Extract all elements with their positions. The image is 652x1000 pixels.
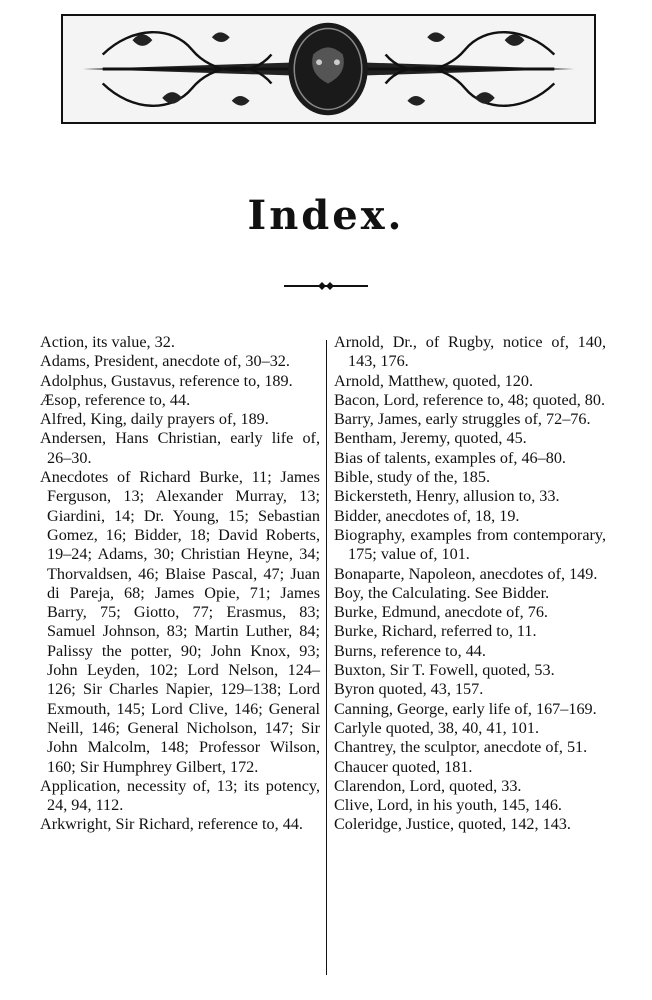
- index-entry: Bidder, anecdotes of, 18, 19.: [334, 506, 520, 525]
- index-entry: Andersen, Hans Christian, early life of, 26–30.: [40, 429, 320, 467]
- index-entry: Bickersteth, Henry, allusion to, 33.: [334, 487, 560, 506]
- index-entry: Clive, Lord, in his youth, 145, 146.: [334, 796, 562, 815]
- index-entry: Bentham, Jeremy, quoted, 45.: [334, 429, 527, 448]
- index-entry: Byron quoted, 43, 157.: [334, 680, 484, 699]
- index-entry: Alfred, King, daily prayers of, 189.: [40, 410, 269, 429]
- index-entry: Boy, the Calculating. See Bidder.: [334, 583, 550, 602]
- index-entry: Application, necessity of, 13; its potency, 24, 94, 112.: [40, 776, 320, 815]
- index-entry: Chaucer quoted, 181.: [334, 757, 473, 776]
- index-entry: Buxton, Sir T. Fowell, quoted, 53.: [334, 661, 555, 680]
- index-entry: Burke, Richard, referred to, 11.: [334, 622, 537, 641]
- ornament-icon: [63, 16, 594, 122]
- index-entry: Burns, reference to, 44.: [334, 641, 486, 660]
- index-entry: Carlyle quoted, 38, 40, 41, 101.: [334, 718, 540, 737]
- index-entry: Bacon, Lord, reference to, 48; quoted, 80.: [334, 390, 606, 409]
- page-title: Index.: [247, 192, 405, 239]
- index-entry: Anecdotes of Richard Burke, 11; James Ferguson, 13; Alexander Murray, 13; Giardini, 14; Dr. Young, 15; Sebastian Gomez, 16; Bidder, 18; David Roberts, 19–24; Adams, 30; Christian Heyne, 34; Thorvaldsen, 46; Blaise Pascal, 47; Juan di Pareja, 68; James Opie, 71; James Barry, 75; Giotto, 77; Erasmus, 83; Samuel Johnson, 83; Martin Luther, 84; Palissy the potter, 90; John Knox, 93; John Leyden, 102; Lord Nelson, 124–126; Sir Charles Napier, 129–138; Lord Exmouth, 145; Lord Clive, 146; General Neill, 146; General Nicholson, 147; Sir John Malcolm, 148; Professor Wilson, 160; Sir Humphrey Gilbert, 172.: [40, 468, 320, 776]
- index-entry: Clarendon, Lord, quoted, 33.: [334, 776, 522, 795]
- index-column-right: [334, 333, 606, 835]
- index-column-left: [40, 333, 320, 835]
- index-entry: Chantrey, the sculptor, anecdote of, 51.: [334, 738, 588, 757]
- index-entry: Biography, examples from contemporary, 175; value of, 101.: [334, 525, 606, 564]
- index-entry: Burke, Edmund, anecdote of, 76.: [334, 603, 548, 622]
- index-entry: Coleridge, Justice, quoted, 142, 143.: [334, 815, 571, 834]
- index-entry: Bias of talents, examples of, 46–80.: [334, 448, 566, 467]
- index-entry: Arnold, Matthew, quoted, 120.: [334, 371, 534, 390]
- index-entry: Arnold, Dr., of Rugby, notice of, 140, 143, 176.: [334, 333, 606, 371]
- decorative-headpiece: [61, 14, 596, 124]
- index-entry: Æsop, reference to, 44.: [40, 390, 191, 409]
- divider-ornament-icon: [282, 278, 370, 294]
- index-entry: Arkwright, Sir Richard, reference to, 44.: [40, 815, 303, 834]
- index-entry: Bonaparte, Napoleon, anecdotes of, 149.: [334, 564, 598, 583]
- index-entry: Adams, President, anecdote of, 30–32.: [40, 352, 290, 371]
- index-entry: Canning, George, early life of, 167–169.: [334, 699, 597, 718]
- index-entry: Action, its value, 32.: [40, 333, 175, 351]
- index-entry: Adolphus, Gustavus, reference to, 189.: [40, 371, 293, 390]
- column-divider: [326, 340, 327, 975]
- index-entry: Bible, study of the, 185.: [334, 468, 491, 487]
- index-entry: Barry, James, early struggles of, 72–76.: [334, 410, 591, 429]
